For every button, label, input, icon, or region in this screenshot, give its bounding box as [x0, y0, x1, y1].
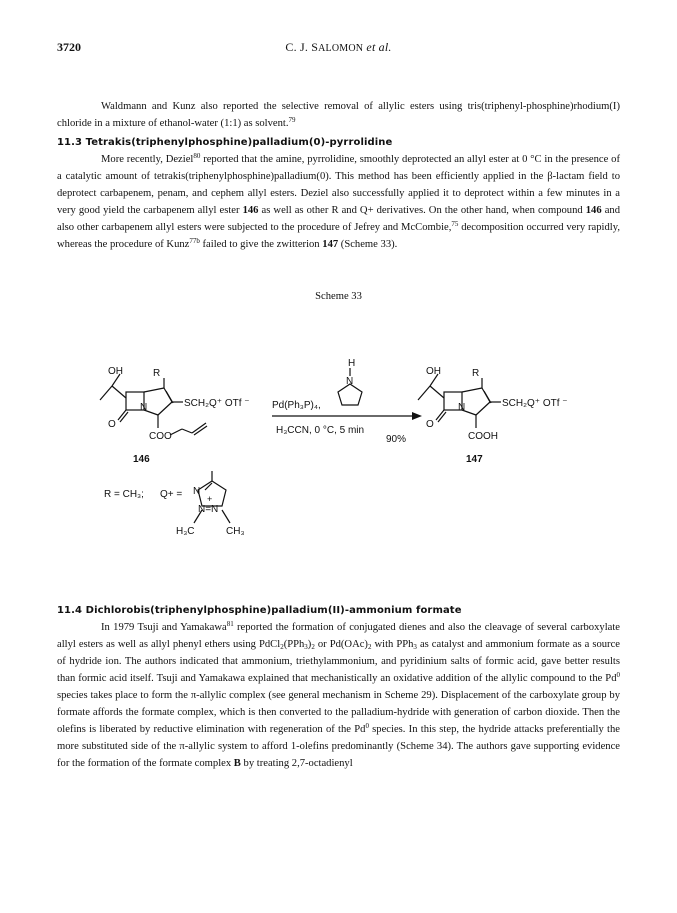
r-definition: R = CH₃; — [104, 489, 144, 500]
r-left: R — [153, 368, 161, 379]
substituent-right: SCH₂Q⁺ OTf ⁻ — [502, 398, 568, 409]
methyl-left: H₃C — [176, 526, 195, 537]
scheme-33-diagram — [0, 340, 677, 570]
oh-right: OH — [426, 366, 441, 377]
author-name: SALOMON — [311, 40, 364, 54]
conditions-label: H₃CCN, 0 °C, 5 min — [276, 425, 365, 436]
page-number: 3720 — [57, 40, 81, 54]
n-triazole-top: N — [193, 486, 201, 497]
q-definition: Q+ = — [160, 489, 183, 500]
et-al: et al. — [366, 40, 392, 54]
section-11-4-paragraph: In 1979 Tsuji and Yamakawa$^{81}$ reported the formation of conjugated dienes and also the cleavage of several carboxylate allyl esters as well as allyl phenyl ethers using $PdCl_2(PPh_3)_2$ or $Pd(OAc)_2$ with PPh$_3$ as catalyst and ammonium formate as a source of hydride ion. The authors indicated that ammonium, triethylammonium, and pyridinium salts of formic acid, gave better results than formic acid itself. Tsuji and Yamakawa explained that mechanistically an oxidative addition of the allylic compound to the Pd$^0$ species takes place to form the π-allylic complex (see general mechanism in Scheme 29). Displacement of the carboxylate group by formate affords the formate complex, which is then converted to the palladium-hydride with generation of carbon dioxide. Then the olefins is liberated by reductive elimination with regeneration of the Pd$^0$ species. In this step, the hydride attacks preferentially the more substituted side of the π-allylic system to afford 1-olefins predominantly (Scheme 34). The authors gave supporting evidence for the formation of the formate complex B by treating 2,7-octadienyl — [57, 620, 620, 769]
r-right: R — [472, 368, 480, 379]
h-label: H — [348, 358, 356, 369]
o-right: O — [426, 419, 434, 430]
compound-147-label: 147 — [466, 454, 483, 465]
n-pyrrolidine: N — [346, 376, 354, 387]
acid-group: COOH — [468, 431, 498, 442]
compound-146-label: 146 — [133, 454, 150, 465]
ref-79: 79 — [288, 116, 296, 124]
scheme-title: Scheme 33 — [315, 291, 362, 302]
section-11-3-heading: 11.3 Tetrakis(triphenylphosphine)palladium(0)-pyrrolidine — [57, 137, 393, 148]
plus-charge: + — [207, 494, 213, 504]
section-11-3-paragraph: More recently, Deziel$^{80}$ reported that the amine, pyrrolidine, smoothly deprotected an allyl ester at 0 °C in the presence of a catalytic amount of tetrakis(triphenylphosphine)palladium(0). This method has been efficiently applied in the β-lactam field to deprotect carbapenem, penam, and cephem allyl esters. Deziel also successfully applied it to deprotect within a few minutes in a very good yield the carbapenem allyl ester 146 as well as other R and Q+ derivatives. On the other hand, when compound 146 and also other carbapenem allyl esters were subjected to the procedure of Jefrey and McCombie,$^{75}$ decomposition occurred very rapidly, whereas the procedure of Kunz$^{77b}$ failed to give the zwitterion 147 (Scheme 33). — [57, 152, 621, 250]
methyl-right: CH₃ — [226, 526, 245, 537]
o-left: O — [108, 419, 116, 430]
section-11-4 — [57, 602, 620, 772]
ester-group: COO — [149, 431, 172, 442]
n-left: N — [140, 402, 148, 413]
intro-text: Waldmann and Kunz also reported the selective removal of allylic esters using tris(triphenyl-phosphine)rhodium(I) chloride in a mixture of ethanol-water (1:1) as solvent. — [57, 101, 620, 129]
yield-label: 90% — [386, 434, 407, 445]
n-right: N — [458, 402, 466, 413]
intro-paragraph — [57, 98, 620, 132]
substituent-left: SCH₂Q⁺ OTf ⁻ — [184, 398, 250, 409]
oh-left: OH — [108, 366, 123, 377]
section-11-3 — [57, 134, 620, 253]
reagent-label: Pd(Ph₃P)₄, — [272, 400, 321, 411]
running-head: C. J. SALOMON et al. — [285, 40, 392, 54]
section-11-4-heading: 11.4 Dichlorobis(triphenylphosphine)palladium(II)-ammonium formate — [57, 605, 462, 616]
triazole-nn: N=N — [198, 504, 219, 515]
